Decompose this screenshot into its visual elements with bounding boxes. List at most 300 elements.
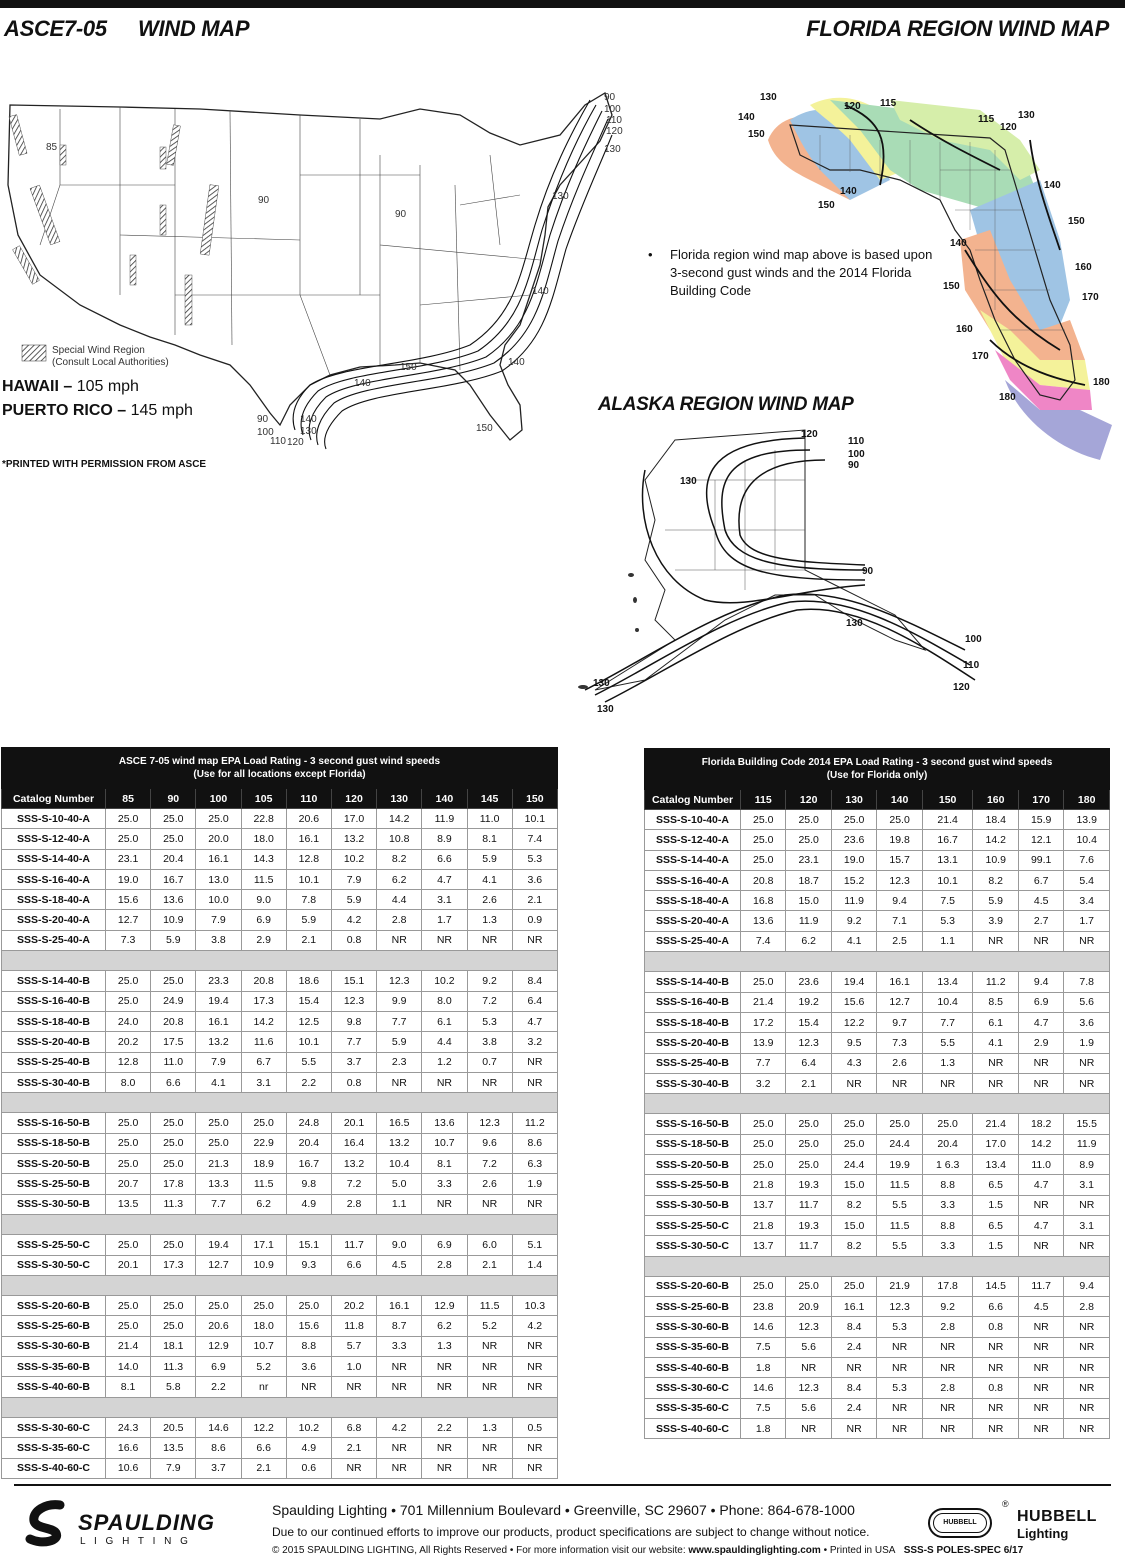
- epa-value-cell: 15.0: [831, 1175, 876, 1195]
- catalog-number-cell: SSS-S-14-40-B: [645, 972, 741, 992]
- svg-text:140: 140: [738, 112, 755, 123]
- catalog-number-cell: SSS-S-35-60-C: [2, 1438, 106, 1458]
- epa-value-cell: 12.8: [286, 849, 331, 869]
- epa-value-cell: 1.3: [467, 910, 512, 930]
- epa-value-cell: 1.5: [973, 1195, 1018, 1215]
- catalog-number-cell: SSS-S-25-40-A: [2, 930, 106, 950]
- epa-value-cell: 13.4: [973, 1155, 1018, 1175]
- catalog-number-cell: SSS-S-25-50-C: [2, 1235, 106, 1255]
- footer-disclaimer: Due to our continued efforts to improve our products, product specifications are subject to change without notice.: [272, 1525, 870, 1539]
- epa-value-cell: 8.4: [512, 971, 557, 991]
- catalog-number-cell: SSS-S-20-50-B: [2, 1154, 106, 1174]
- epa-value-cell: 9.4: [1018, 972, 1063, 992]
- epa-value-cell: 18.4: [973, 810, 1018, 830]
- epa-value-cell: 25.0: [151, 1316, 196, 1336]
- epa-value-cell: 10.2: [422, 971, 467, 991]
- epa-value-cell: 5.6: [1064, 992, 1110, 1012]
- epa-value-cell: 13.6: [151, 890, 196, 910]
- epa-value-cell: 25.0: [106, 1154, 151, 1174]
- epa-value-cell: 11.6: [241, 1032, 286, 1052]
- website-link[interactable]: www.spauldinglighting.com: [688, 1545, 821, 1556]
- epa-value-cell: 1.3: [422, 1336, 467, 1356]
- epa-value-cell: NR: [1018, 1358, 1063, 1378]
- epa-value-cell: 14.3: [241, 849, 286, 869]
- table-title: Florida Building Code 2014 EPA Load Rating - 3 second gust wind speeds (Use for Florida only): [645, 749, 1110, 790]
- epa-value-cell: 20.6: [196, 1316, 241, 1336]
- catalog-number-cell: SSS-S-20-40-B: [2, 1032, 106, 1052]
- epa-value-cell: 13.7: [741, 1195, 786, 1215]
- epa-value-cell: 6.2: [377, 869, 422, 889]
- svg-text:150: 150: [818, 200, 835, 211]
- epa-value-cell: 21.4: [106, 1336, 151, 1356]
- svg-text:100: 100: [257, 427, 274, 438]
- epa-value-cell: 25.0: [741, 1114, 786, 1134]
- epa-value-cell: 11.9: [422, 809, 467, 829]
- epa-value-cell: 11.5: [241, 869, 286, 889]
- epa-value-cell: 2.4: [831, 1398, 876, 1418]
- epa-value-cell: 10.9: [151, 910, 196, 930]
- epa-value-cell: NR: [877, 1358, 922, 1378]
- epa-value-cell: 20.2: [331, 1296, 376, 1316]
- catalog-number-cell: SSS-S-35-60-B: [645, 1337, 741, 1357]
- epa-value-cell: 20.4: [151, 849, 196, 869]
- epa-value-cell: 2.2: [286, 1072, 331, 1092]
- svg-text:90: 90: [258, 195, 270, 206]
- catalog-number-cell: SSS-S-25-40-A: [645, 931, 741, 951]
- epa-value-cell: 13.2: [331, 829, 376, 849]
- epa-value-cell: 6.9: [422, 1235, 467, 1255]
- epa-value-cell: 8.7: [377, 1316, 422, 1336]
- epa-value-cell: 2.2: [422, 1417, 467, 1437]
- epa-value-cell: 1.2: [422, 1052, 467, 1072]
- catalog-number-cell: SSS-S-16-40-A: [645, 870, 741, 890]
- table-row: [645, 931, 1110, 951]
- epa-value-cell: 6.2: [241, 1194, 286, 1214]
- epa-value-cell: 8.1: [422, 1154, 467, 1174]
- epa-value-cell: 4.2: [331, 910, 376, 930]
- epa-value-cell: 3.7: [196, 1458, 241, 1478]
- epa-value-cell: 19.0: [831, 850, 876, 870]
- catalog-number-cell: SSS-S-20-50-B: [645, 1155, 741, 1175]
- epa-value-cell: 15.2: [831, 870, 876, 890]
- epa-value-cell: 13.5: [106, 1194, 151, 1214]
- epa-value-cell: 7.1: [877, 911, 922, 931]
- epa-value-cell: 9.6: [467, 1133, 512, 1153]
- catalog-number-cell: SSS-S-16-40-A: [2, 869, 106, 889]
- epa-value-cell: NR: [467, 1438, 512, 1458]
- table-title: ASCE 7-05 wind map EPA Load Rating - 3 second gust wind speeds (Use for all locations except Florida): [2, 748, 558, 789]
- epa-value-cell: 25.0: [877, 1114, 922, 1134]
- epa-value-cell: 25.0: [241, 1113, 286, 1133]
- table-row: [2, 1052, 558, 1072]
- epa-value-cell: 22.8: [241, 809, 286, 829]
- epa-value-cell: NR: [331, 1458, 376, 1478]
- epa-value-cell: 13.4: [922, 972, 973, 992]
- epa-value-cell: 25.0: [286, 1296, 331, 1316]
- epa-value-cell: 3.4: [1064, 891, 1110, 911]
- epa-value-cell: 1.4: [512, 1255, 557, 1275]
- epa-value-cell: 3.3: [922, 1195, 973, 1215]
- svg-text:130: 130: [680, 476, 697, 487]
- catalog-number-cell: SSS-S-20-40-B: [645, 1033, 741, 1053]
- epa-value-cell: 6.7: [241, 1052, 286, 1072]
- legend-text-2: (Consult Local Authorities): [52, 357, 169, 368]
- catalog-number-cell: SSS-S-14-40-A: [2, 849, 106, 869]
- epa-value-cell: 8.4: [831, 1317, 876, 1337]
- epa-value-cell: 6.4: [786, 1053, 831, 1073]
- catalog-number-cell: SSS-S-10-40-A: [645, 810, 741, 830]
- epa-value-cell: 13.3: [196, 1174, 241, 1194]
- epa-value-cell: NR: [377, 1357, 422, 1377]
- table-row: [645, 1398, 1110, 1418]
- epa-value-cell: 13.2: [331, 1154, 376, 1174]
- epa-value-cell: 4.1: [196, 1072, 241, 1092]
- epa-value-cell: 2.9: [241, 930, 286, 950]
- epa-value-cell: 13.6: [741, 911, 786, 931]
- epa-value-cell: 3.9: [973, 911, 1018, 931]
- catalog-number-cell: SSS-S-12-40-A: [2, 829, 106, 849]
- catalog-number-cell: SSS-S-20-40-A: [2, 910, 106, 930]
- epa-value-cell: 15.7: [877, 850, 922, 870]
- epa-value-cell: 21.8: [741, 1175, 786, 1195]
- epa-value-cell: 22.9: [241, 1133, 286, 1153]
- epa-value-cell: 25.0: [106, 809, 151, 829]
- catalog-number-cell: SSS-S-18-40-A: [2, 890, 106, 910]
- svg-text:130: 130: [597, 704, 614, 715]
- table-row: [645, 1134, 1110, 1154]
- epa-value-cell: 5.9: [286, 910, 331, 930]
- epa-value-cell: 12.3: [467, 1113, 512, 1133]
- epa-value-cell: 18.7: [786, 870, 831, 890]
- table-row: [645, 1195, 1110, 1215]
- catalog-number-cell: SSS-S-14-40-B: [2, 971, 106, 991]
- epa-value-cell: NR: [1064, 1053, 1110, 1073]
- epa-value-cell: 12.9: [196, 1336, 241, 1356]
- epa-value-cell: 25.0: [106, 991, 151, 1011]
- epa-value-cell: NR: [467, 1458, 512, 1478]
- epa-value-cell: 15.4: [286, 991, 331, 1011]
- epa-value-cell: 11.5: [877, 1215, 922, 1235]
- epa-value-cell: 6.2: [786, 931, 831, 951]
- epa-value-cell: 8.8: [286, 1336, 331, 1356]
- epa-value-cell: 10.7: [241, 1336, 286, 1356]
- epa-value-cell: 5.9: [973, 891, 1018, 911]
- epa-value-cell: 25.0: [741, 810, 786, 830]
- table-row: [2, 1113, 558, 1133]
- svg-text:130: 130: [300, 426, 317, 437]
- epa-value-cell: 6.6: [331, 1255, 376, 1275]
- epa-value-cell: NR: [1064, 1073, 1110, 1093]
- epa-value-cell: 2.3: [377, 1052, 422, 1072]
- epa-value-cell: 7.7: [922, 1012, 973, 1032]
- group-separator: [645, 1094, 1110, 1114]
- epa-value-cell: 4.4: [377, 890, 422, 910]
- epa-value-cell: 9.2: [922, 1297, 973, 1317]
- epa-value-cell: 0.8: [331, 1072, 376, 1092]
- epa-value-cell: 14.0: [106, 1357, 151, 1377]
- epa-value-cell: 12.7: [196, 1255, 241, 1275]
- svg-text:150: 150: [1068, 216, 1085, 227]
- epa-value-cell: 16.1: [196, 849, 241, 869]
- epa-value-cell: 13.2: [196, 1032, 241, 1052]
- registered-mark: ®: [1002, 1499, 1009, 1509]
- epa-value-cell: 20.8: [741, 870, 786, 890]
- epa-value-cell: 25.0: [741, 1134, 786, 1154]
- catalog-number-cell: SSS-S-40-60-B: [645, 1358, 741, 1378]
- epa-value-cell: NR: [467, 1194, 512, 1214]
- epa-value-cell: 20.7: [106, 1174, 151, 1194]
- epa-value-cell: 0.8: [331, 930, 376, 950]
- catalog-number-cell: SSS-S-25-50-B: [645, 1175, 741, 1195]
- catalog-number-cell: SSS-S-25-50-B: [2, 1174, 106, 1194]
- epa-value-cell: 9.0: [377, 1235, 422, 1255]
- epa-value-cell: 1.7: [1064, 911, 1110, 931]
- epa-value-cell: 8.2: [831, 1195, 876, 1215]
- epa-value-cell: 0.8: [973, 1317, 1018, 1337]
- column-header-catalog: Catalog Number: [645, 790, 741, 810]
- epa-value-cell: 1.8: [741, 1358, 786, 1378]
- epa-value-cell: 2.1: [467, 1255, 512, 1275]
- epa-value-cell: NR: [1064, 1337, 1110, 1357]
- epa-value-cell: 5.3: [512, 849, 557, 869]
- svg-text:140: 140: [300, 414, 317, 425]
- epa-value-cell: 10.9: [973, 850, 1018, 870]
- epa-value-cell: NR: [831, 1418, 876, 1438]
- epa-value-cell: 19.4: [196, 991, 241, 1011]
- epa-value-cell: 3.2: [741, 1073, 786, 1093]
- epa-value-cell: 1.7: [422, 910, 467, 930]
- table-row: [645, 1073, 1110, 1093]
- table-row: [645, 1276, 1110, 1296]
- epa-value-cell: 13.9: [1064, 810, 1110, 830]
- catalog-number-cell: SSS-S-30-50-C: [645, 1236, 741, 1256]
- svg-text:100: 100: [965, 634, 982, 645]
- column-header-speed: 105: [241, 789, 286, 809]
- epa-value-cell: 25.0: [151, 1133, 196, 1153]
- group-separator: [2, 1397, 558, 1417]
- epa-value-cell: 25.0: [151, 809, 196, 829]
- epa-value-cell: 25.0: [786, 810, 831, 830]
- epa-value-cell: 16.7: [286, 1154, 331, 1174]
- svg-text:130: 130: [604, 144, 621, 155]
- svg-text:180: 180: [999, 392, 1016, 403]
- epa-value-cell: NR: [973, 1337, 1018, 1357]
- column-header-catalog: Catalog Number: [2, 789, 106, 809]
- svg-text:130: 130: [760, 92, 777, 103]
- hubbell-name: HUBBELL: [1017, 1508, 1097, 1525]
- epa-value-cell: 4.7: [422, 869, 467, 889]
- epa-value-cell: 11.3: [151, 1194, 196, 1214]
- table-row: [645, 1155, 1110, 1175]
- epa-value-cell: 25.0: [151, 829, 196, 849]
- group-separator: [2, 1275, 558, 1295]
- catalog-number-cell: SSS-S-18-50-B: [2, 1133, 106, 1153]
- epa-value-cell: NR: [512, 1377, 557, 1397]
- svg-text:170: 170: [1082, 292, 1099, 303]
- table-row: [2, 809, 558, 829]
- epa-value-cell: 13.6: [422, 1113, 467, 1133]
- svg-text:115: 115: [880, 98, 897, 109]
- catalog-number-cell: SSS-S-30-60-C: [2, 1417, 106, 1437]
- epa-value-cell: 2.8: [922, 1378, 973, 1398]
- epa-value-cell: 25.0: [106, 1113, 151, 1133]
- epa-value-cell: NR: [1018, 1053, 1063, 1073]
- epa-value-cell: 18.1: [151, 1336, 196, 1356]
- epa-value-cell: 20.4: [286, 1133, 331, 1153]
- epa-value-cell: 9.3: [286, 1255, 331, 1275]
- epa-value-cell: 5.8: [151, 1377, 196, 1397]
- catalog-number-cell: SSS-S-25-40-B: [645, 1053, 741, 1073]
- epa-value-cell: 4.1: [973, 1033, 1018, 1053]
- table-row: [645, 810, 1110, 830]
- epa-value-cell: 15.0: [831, 1215, 876, 1235]
- catalog-number-cell: SSS-S-25-60-B: [2, 1316, 106, 1336]
- epa-value-cell: 20.8: [151, 1011, 196, 1031]
- epa-value-cell: 7.7: [196, 1194, 241, 1214]
- epa-value-cell: 19.9: [877, 1155, 922, 1175]
- epa-value-cell: 15.1: [331, 971, 376, 991]
- epa-value-cell: 20.0: [196, 829, 241, 849]
- epa-value-cell: 12.2: [831, 1012, 876, 1032]
- svg-text:130: 130: [1018, 110, 1035, 121]
- table-row: [645, 1236, 1110, 1256]
- epa-value-cell: 10.4: [1064, 830, 1110, 850]
- catalog-number-cell: SSS-S-35-60-B: [2, 1357, 106, 1377]
- table-row: [2, 930, 558, 950]
- epa-value-cell: 6.6: [973, 1297, 1018, 1317]
- epa-value-cell: NR: [1018, 1398, 1063, 1418]
- epa-value-cell: NR: [512, 1194, 557, 1214]
- epa-value-cell: 3.1: [241, 1072, 286, 1092]
- epa-value-cell: 8.5: [973, 992, 1018, 1012]
- epa-value-cell: 11.0: [151, 1052, 196, 1072]
- table-row: [2, 1296, 558, 1316]
- group-separator: [2, 1214, 558, 1234]
- catalog-number-cell: SSS-S-40-60-C: [2, 1458, 106, 1478]
- table-row: [2, 1032, 558, 1052]
- column-header-speed: 145: [467, 789, 512, 809]
- top-rule: [0, 0, 1125, 8]
- epa-value-cell: 2.8: [331, 1194, 376, 1214]
- epa-value-cell: 2.5: [877, 931, 922, 951]
- column-header-speed: 115: [741, 790, 786, 810]
- epa-value-cell: 4.9: [286, 1194, 331, 1214]
- epa-value-cell: 5.7: [331, 1336, 376, 1356]
- column-header-speed: 85: [106, 789, 151, 809]
- epa-value-cell: NR: [377, 1438, 422, 1458]
- epa-value-cell: 1.3: [467, 1417, 512, 1437]
- epa-value-cell: 6.1: [422, 1011, 467, 1031]
- epa-value-cell: 7.3: [106, 930, 151, 950]
- epa-value-cell: 0.7: [467, 1052, 512, 1072]
- table-row: [2, 829, 558, 849]
- epa-value-cell: 12.7: [106, 910, 151, 930]
- epa-value-cell: 11.5: [467, 1296, 512, 1316]
- catalog-number-cell: SSS-S-20-40-A: [645, 911, 741, 931]
- epa-value-cell: NR: [831, 1073, 876, 1093]
- epa-value-cell: NR: [512, 1052, 557, 1072]
- epa-value-cell: 7.2: [467, 991, 512, 1011]
- epa-value-cell: 10.8: [377, 829, 422, 849]
- catalog-number-cell: SSS-S-30-40-B: [2, 1072, 106, 1092]
- spaulding-logo-icon: [22, 1501, 74, 1545]
- epa-value-cell: 12.3: [786, 1317, 831, 1337]
- epa-value-cell: 25.0: [741, 972, 786, 992]
- epa-value-cell: NR: [286, 1377, 331, 1397]
- epa-value-cell: 1.9: [1064, 1033, 1110, 1053]
- epa-value-cell: 12.9: [422, 1296, 467, 1316]
- epa-value-cell: 11.9: [1064, 1134, 1110, 1154]
- epa-value-cell: 6.2: [422, 1316, 467, 1336]
- svg-text:100: 100: [604, 104, 621, 115]
- epa-value-cell: 1.9: [512, 1174, 557, 1194]
- epa-value-cell: 14.2: [241, 1011, 286, 1031]
- epa-value-cell: NR: [422, 1357, 467, 1377]
- epa-value-cell: 14.6: [741, 1378, 786, 1398]
- epa-value-cell: 24.0: [106, 1011, 151, 1031]
- epa-value-cell: NR: [512, 930, 557, 950]
- spaulding-brand: SPAULDING: [78, 1510, 215, 1535]
- epa-value-cell: 8.6: [196, 1438, 241, 1458]
- epa-value-cell: 23.3: [196, 971, 241, 991]
- epa-value-cell: 14.6: [196, 1417, 241, 1437]
- epa-value-cell: 4.5: [1018, 891, 1063, 911]
- epa-value-cell: 2.8: [922, 1317, 973, 1337]
- table-row: [2, 1336, 558, 1356]
- epa-value-cell: 1.0: [331, 1357, 376, 1377]
- hawaii-rating: HAWAII – 105 mph: [2, 378, 139, 395]
- epa-value-cell: 3.8: [196, 930, 241, 950]
- epa-value-cell: 11.2: [973, 972, 1018, 992]
- epa-value-cell: 0.9: [512, 910, 557, 930]
- epa-value-cell: 9.5: [831, 1033, 876, 1053]
- epa-value-cell: 7.6: [1064, 850, 1110, 870]
- epa-value-cell: 10.4: [377, 1154, 422, 1174]
- svg-text:120: 120: [287, 437, 304, 448]
- epa-value-cell: 20.6: [286, 809, 331, 829]
- epa-value-cell: 2.8: [1064, 1297, 1110, 1317]
- svg-text:85: 85: [46, 142, 58, 153]
- epa-value-cell: 16.1: [877, 972, 922, 992]
- catalog-number-cell: SSS-S-35-60-C: [645, 1398, 741, 1418]
- epa-value-cell: 21.8: [741, 1215, 786, 1235]
- epa-value-cell: 1.8: [741, 1418, 786, 1438]
- table-row: [2, 991, 558, 1011]
- epa-value-cell: 4.2: [377, 1417, 422, 1437]
- epa-value-cell: 15.6: [286, 1316, 331, 1336]
- table-row: [2, 1438, 558, 1458]
- epa-value-cell: 7.8: [286, 890, 331, 910]
- epa-value-cell: NR: [1018, 1418, 1063, 1438]
- epa-value-cell: 7.7: [377, 1011, 422, 1031]
- catalog-number-cell: SSS-S-18-40-B: [2, 1011, 106, 1031]
- epa-value-cell: 10.4: [922, 992, 973, 1012]
- catalog-number-cell: SSS-S-16-50-B: [645, 1114, 741, 1134]
- epa-value-cell: 7.9: [196, 910, 241, 930]
- epa-value-cell: 8.2: [377, 849, 422, 869]
- epa-value-cell: 6.9: [196, 1357, 241, 1377]
- svg-text:90: 90: [604, 92, 616, 103]
- epa-value-cell: 6.0: [467, 1235, 512, 1255]
- catalog-number-cell: SSS-S-12-40-A: [645, 830, 741, 850]
- catalog-number-cell: SSS-S-30-50-B: [2, 1194, 106, 1214]
- column-header-speed: 120: [331, 789, 376, 809]
- epa-value-cell: 9.4: [1064, 1276, 1110, 1296]
- epa-value-cell: 21.4: [922, 810, 973, 830]
- epa-value-cell: NR: [422, 1377, 467, 1397]
- catalog-number-cell: SSS-S-14-40-A: [645, 850, 741, 870]
- epa-value-cell: 7.2: [467, 1154, 512, 1174]
